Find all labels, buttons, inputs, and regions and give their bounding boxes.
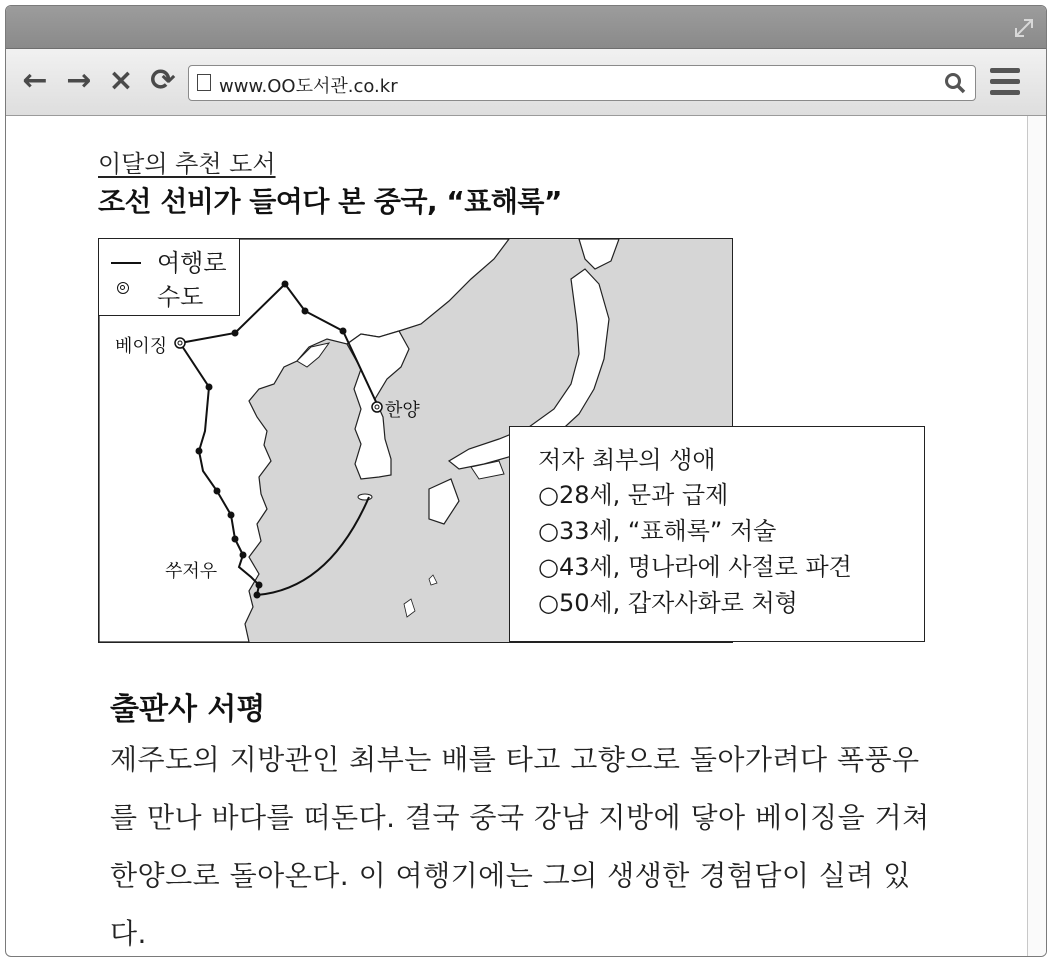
- review-heading: 출판사 서평: [110, 692, 266, 727]
- resize-icon[interactable]: [1012, 16, 1036, 40]
- stop-button[interactable]: ×: [108, 63, 134, 98]
- browser-window: [5, 5, 1047, 957]
- place-hanyang: 한양: [385, 400, 420, 421]
- legend-route-label: 여행로: [157, 249, 227, 277]
- bio-item: ○43세, 명나라에 사절로 파견: [538, 553, 852, 581]
- bio-item: ○28세, 문과 급제: [538, 481, 729, 509]
- forward-button[interactable]: →: [66, 63, 92, 98]
- bio-item: ○50세, 갑자사화로 처형: [538, 589, 798, 617]
- review-body: 제주도의 지방관인 최부는 배를 타고 고향으로 돌아가려다 폭풍우를 만나 바다를 떠돈다. 결국 중국 강남 지방에 닿아 베이징을 거쳐 한양으로 돌아온다. 이 여행기에는 그의 생생한 경험담이 실려 있다.: [110, 743, 930, 950]
- back-button[interactable]: ←: [22, 63, 48, 98]
- bio-item: ○33세, “표해록” 저술: [538, 517, 777, 545]
- menu-icon[interactable]: [990, 68, 1020, 98]
- page-content: [6, 116, 1046, 956]
- bio-heading: 저자 최부의 생애: [538, 446, 716, 474]
- reload-button[interactable]: ⟳: [150, 63, 176, 98]
- map-legend: [99, 239, 240, 316]
- address-bar[interactable]: [188, 65, 976, 101]
- recommend-label: 이달의 추천 도서: [98, 150, 276, 178]
- search-icon[interactable]: [943, 71, 967, 95]
- scrollbar[interactable]: [1027, 116, 1046, 956]
- route-line-icon: [111, 262, 141, 264]
- page-icon: [197, 74, 211, 91]
- place-beijing: 베이징: [115, 336, 168, 357]
- browser-toolbar: [6, 49, 1046, 116]
- url-text[interactable]: www.OO도서관.co.kr: [219, 76, 398, 97]
- author-bio-box: [509, 426, 925, 642]
- capital-icon: [117, 282, 129, 294]
- place-suzhou: 쑤저우: [165, 561, 218, 582]
- legend-capital-label: 수도: [157, 283, 204, 311]
- book-title: 조선 선비가 들여다 본 중국, “표해록”: [98, 185, 562, 218]
- title-bar: [6, 6, 1046, 49]
